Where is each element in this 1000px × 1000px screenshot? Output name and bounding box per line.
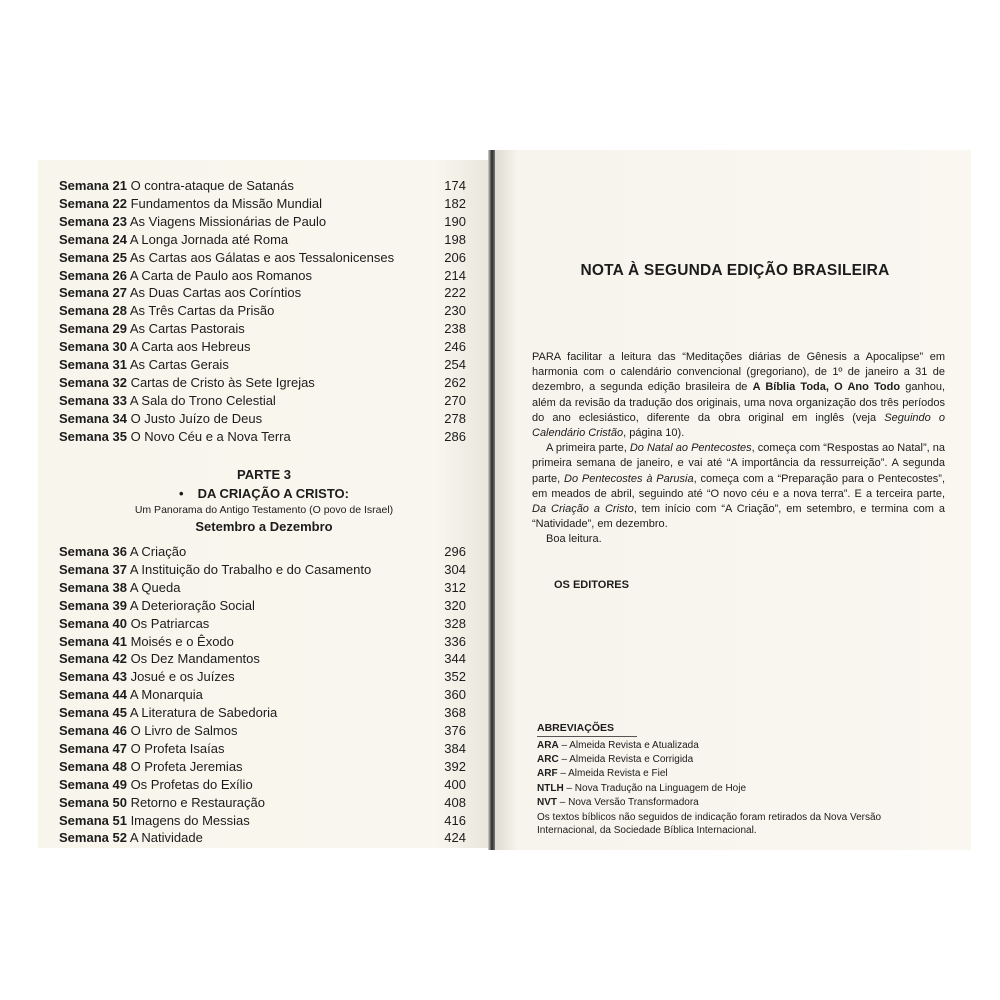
toc-title: A Natividade: [129, 830, 203, 846]
toc-page-number: 360: [444, 687, 466, 703]
toc-week-label: Semana 47: [59, 740, 127, 756]
toc-entry: [59, 267, 466, 285]
toc-entry: [59, 356, 466, 374]
toc-entry: [59, 284, 466, 302]
toc-title: Os Dez Mandamentos: [130, 651, 260, 667]
toc-page-number: 262: [444, 374, 466, 390]
note-p2-text-g: , tem início com “A Criação”, em setembro, e termina com a “Natividade”, em dezembro.: [532, 503, 945, 531]
toc-page-number: 238: [444, 321, 466, 337]
toc-entry: [59, 633, 466, 651]
note-p1-text-c: ganhou, além da revisão da tradução dos originais, uma nova organização dos três períodos do ano eclesiástico, diferente da obra original em inglês (veja: [532, 381, 945, 424]
toc-title: As Viagens Missionárias de Paulo: [129, 213, 327, 229]
toc-entry: [59, 597, 466, 615]
abbreviation-entry: [537, 767, 937, 781]
toc-entry: [59, 213, 466, 231]
toc-page-number: 416: [444, 812, 466, 828]
abbreviation-entry: [537, 796, 937, 810]
note-p1-text-e: , página 10).: [623, 427, 685, 440]
toc-page-number: 408: [444, 794, 466, 810]
toc-page-number: 424: [444, 830, 466, 846]
toc-week-label: Semana 36: [59, 544, 127, 559]
abbreviation-code: NTLH: [537, 782, 564, 794]
toc-week-label: Semana 46: [59, 723, 127, 738]
note-paragraph-1: [532, 350, 945, 441]
toc-title: Josué e os Juízes: [130, 669, 235, 685]
toc-title: O Livro de Salmos: [130, 723, 238, 738]
toc-title: As Três Cartas da Prisão: [129, 303, 275, 319]
toc-page-number: 222: [444, 285, 466, 301]
toc-week-label: Semana 33: [59, 392, 127, 408]
toc-title: As Cartas aos Gálatas e aos Tessalonicenses: [129, 249, 395, 265]
toc-week-label: Semana 34: [59, 410, 127, 426]
toc-title: A Literatura de Sabedoria: [129, 705, 278, 721]
note-p2-part3-title: Da Criação a Cristo: [532, 503, 634, 516]
toc-entry: [59, 650, 466, 668]
toc-entry: [59, 668, 466, 686]
toc-entry: [59, 320, 466, 338]
part3-bullet: •: [179, 486, 184, 501]
toc-entry: [59, 392, 466, 410]
toc-week-label: Semana 30: [59, 339, 127, 355]
toc-page-number: 336: [444, 633, 466, 649]
toc-week-label: Semana 28: [59, 303, 127, 319]
toc-page-number: 278: [444, 410, 466, 426]
toc-week-label: Semana 43: [59, 669, 127, 685]
toc-page-number: 270: [444, 392, 466, 408]
toc-week-label: Semana 42: [59, 651, 127, 667]
toc-title: Os Patriarcas: [130, 615, 210, 631]
toc-title: A Criação: [129, 544, 187, 559]
toc-entry: [59, 758, 466, 776]
note-p1-text-a: PARA facilitar a leitura das “Meditações diárias de Gênesis a Apocalipse” em harmonia com o calendário convencional (gregoriano), de 1º de janeiro a 31 de dezembro, a segunda edição brasileira de: [532, 351, 945, 394]
abbreviations-title: ABREVIAÇÕES: [537, 722, 615, 734]
abbreviation-description: – Almeida Revista e Fiel: [557, 768, 668, 780]
part3-title-line: [92, 485, 436, 503]
toc-entry: [59, 740, 466, 758]
note-p2-part2-title: Do Pentecostes à Parusia: [564, 472, 694, 485]
toc-page-number: 320: [444, 597, 466, 613]
toc-entry: [59, 686, 466, 704]
toc-page-number: 174: [444, 178, 466, 193]
toc-title: A Queda: [129, 579, 181, 595]
toc-page-number: 254: [444, 357, 466, 372]
toc-week-label: Semana 41: [59, 633, 127, 649]
toc-title: Moisés e o Êxodo: [130, 633, 234, 649]
note-p2-text-a: A primeira parte,: [546, 442, 630, 455]
abbreviation-code: ARA: [537, 740, 559, 751]
toc-entry: [59, 338, 466, 356]
toc-week-label: Semana 31: [59, 357, 127, 372]
toc-page-number: 198: [444, 231, 466, 247]
toc-page-number: 368: [444, 705, 466, 721]
toc-page-number: 182: [444, 195, 466, 211]
toc-page-number: 328: [444, 615, 466, 631]
part3-title: DA CRIAÇÃO A CRISTO:: [197, 486, 349, 501]
abbreviations-divider: [537, 736, 637, 737]
toc-week-label: Semana 37: [59, 561, 127, 577]
toc-week-label: Semana 40: [59, 615, 127, 631]
toc-title: As Duas Cartas aos Coríntios: [129, 285, 302, 301]
toc-title: A Carta de Paulo aos Romanos: [129, 267, 312, 283]
toc-week-label: Semana 21: [59, 178, 127, 193]
abbreviation-code: ARF: [537, 768, 558, 780]
abbreviation-description: – Almeida Revista e Corrigida: [558, 754, 694, 766]
toc-page-number: 246: [444, 339, 466, 355]
toc-entry: [59, 776, 466, 794]
note-title: NOTA À SEGUNDA EDIÇÃO BRASILEIRA: [580, 262, 890, 279]
toc-page-number: 206: [444, 249, 466, 265]
abbreviation-entry: [537, 782, 937, 796]
toc-entry: [59, 722, 466, 740]
toc-week-label: Semana 35: [59, 428, 127, 444]
toc-title: O Profeta Isaías: [130, 740, 225, 756]
abbreviation-code: ARC: [537, 754, 559, 766]
toc-title: Imagens do Messias: [130, 812, 250, 828]
toc-page-number: 384: [444, 740, 466, 756]
toc-title: O Justo Juízo de Deus: [130, 410, 263, 426]
abbreviation-description: – Nova Versão Transformadora: [557, 796, 699, 808]
toc-page-number: 392: [444, 758, 466, 774]
toc-week-label: Semana 49: [59, 776, 127, 792]
toc-week-label: Semana 45: [59, 705, 127, 721]
toc-entry: [59, 704, 466, 722]
toc-entry: [59, 177, 466, 195]
toc-week-label: Semana 29: [59, 321, 127, 337]
toc-title: O contra-ataque de Satanás: [130, 178, 294, 193]
toc-entry: [59, 428, 466, 446]
toc-title: A Sala do Trono Celestial: [129, 392, 276, 408]
toc-week-label: Semana 24: [59, 231, 127, 247]
toc-title: A Deterioração Social: [129, 597, 255, 613]
toc-week-label: Semana 23: [59, 213, 127, 229]
part3-description: Um Panorama do Antigo Testamento (O povo de Israel): [134, 504, 394, 516]
note-p2-text-c: , começa com “Respostas ao Natal”, na primeira semana de janeiro, e vai até “A importância da ressurreição”. A segunda parte,: [532, 442, 945, 485]
toc-entry: [59, 374, 466, 392]
abbreviation-entry: [537, 739, 937, 753]
abbreviation-description: – Nova Tradução na Linguagem de Hoje: [563, 782, 747, 794]
toc-page-number: 312: [444, 579, 466, 595]
toc-page-number: 230: [444, 303, 466, 319]
toc-entry: [59, 231, 466, 249]
toc-entry: [59, 579, 466, 597]
toc-week-label: Semana 32: [59, 374, 127, 390]
note-paragraph-3: Boa leitura.: [546, 533, 602, 546]
toc-week-label: Semana 52: [59, 830, 127, 846]
abbreviation-code: NVT: [537, 796, 557, 808]
toc-page-number: 344: [444, 651, 466, 667]
toc-entry: [59, 543, 466, 561]
note-body: [532, 350, 945, 548]
part3-label: PARTE 3: [237, 467, 291, 482]
toc-title: O Profeta Jeremias: [130, 758, 243, 774]
note-p1-book-title: A Bíblia Toda, O Ano Todo: [752, 381, 901, 394]
toc-page-number: 376: [444, 723, 466, 738]
abbreviation-description: – Almeida Revista e Atualizada: [558, 740, 699, 751]
note-p2-part1-title: Do Natal ao Pentecostes: [629, 442, 752, 455]
toc-week-label: Semana 22: [59, 195, 127, 211]
toc-page-number: 190: [444, 213, 466, 229]
toc-entry: [59, 410, 466, 428]
toc-title: A Monarquia: [129, 687, 203, 703]
toc-page-number: 296: [444, 544, 466, 559]
toc-entry: [59, 794, 466, 812]
toc-title: A Carta aos Hebreus: [129, 339, 251, 355]
toc-week-label: Semana 48: [59, 758, 127, 774]
note-p2-text-e: , começa com a “Preparação para o Pentecostes”, em meados de abril, seguindo até “O novo céu e a nova terra”. E a terceira parte,: [532, 472, 945, 500]
note-editors-signature: OS EDITORES: [554, 579, 629, 591]
part3-period: Setembro a Dezembro: [195, 519, 333, 534]
toc-title: A Longa Jornada até Roma: [129, 231, 289, 247]
toc-title: Cartas de Cristo às Sete Igrejas: [130, 374, 315, 390]
toc-entry: [59, 195, 466, 213]
toc-week-label: Semana 38: [59, 579, 127, 595]
toc-week-label: Semana 39: [59, 597, 127, 613]
toc-week-label: Semana 44: [59, 687, 127, 703]
toc-title: Os Profetas do Exílio: [130, 776, 253, 792]
toc-title: Fundamentos da Missão Mundial: [130, 195, 323, 211]
toc-page-number: 352: [444, 669, 466, 685]
toc-entry: [59, 561, 466, 579]
toc-page-number: 304: [444, 561, 466, 577]
toc-page-number: 400: [444, 776, 466, 792]
toc-week-label: Semana 25: [59, 249, 127, 265]
abbreviations-footnote: Os textos bíblicos não seguidos de indicação foram retirados da Nova Versão Internacional, da Sociedade Bíblica Internacional.: [537, 812, 882, 836]
note-paragraph-2: [532, 441, 945, 532]
toc-page-number: 286: [444, 428, 466, 444]
toc-week-label: Semana 27: [59, 285, 127, 301]
note-p1-section-ref: Seguindo o Calendário Cristão: [532, 411, 945, 440]
toc-title: As Cartas Gerais: [129, 357, 229, 372]
toc-page-number: 214: [444, 267, 466, 283]
toc-entry: [59, 829, 466, 847]
toc-entry: [59, 249, 466, 267]
toc-title: O Novo Céu e a Nova Terra: [130, 428, 291, 444]
toc-week-label: Semana 51: [59, 812, 127, 828]
toc-entry: [59, 615, 466, 633]
toc-title: Retorno e Restauração: [130, 794, 265, 810]
abbreviation-entry: [537, 753, 937, 767]
toc-week-label: Semana 26: [59, 267, 127, 283]
toc-entry: [59, 302, 466, 320]
toc-week-label: Semana 50: [59, 794, 127, 810]
toc-title: A Instituição do Trabalho e do Casamento: [129, 561, 372, 577]
book-spine: [488, 150, 495, 850]
toc-title: As Cartas Pastorais: [129, 321, 245, 337]
toc-entry: [59, 812, 466, 830]
